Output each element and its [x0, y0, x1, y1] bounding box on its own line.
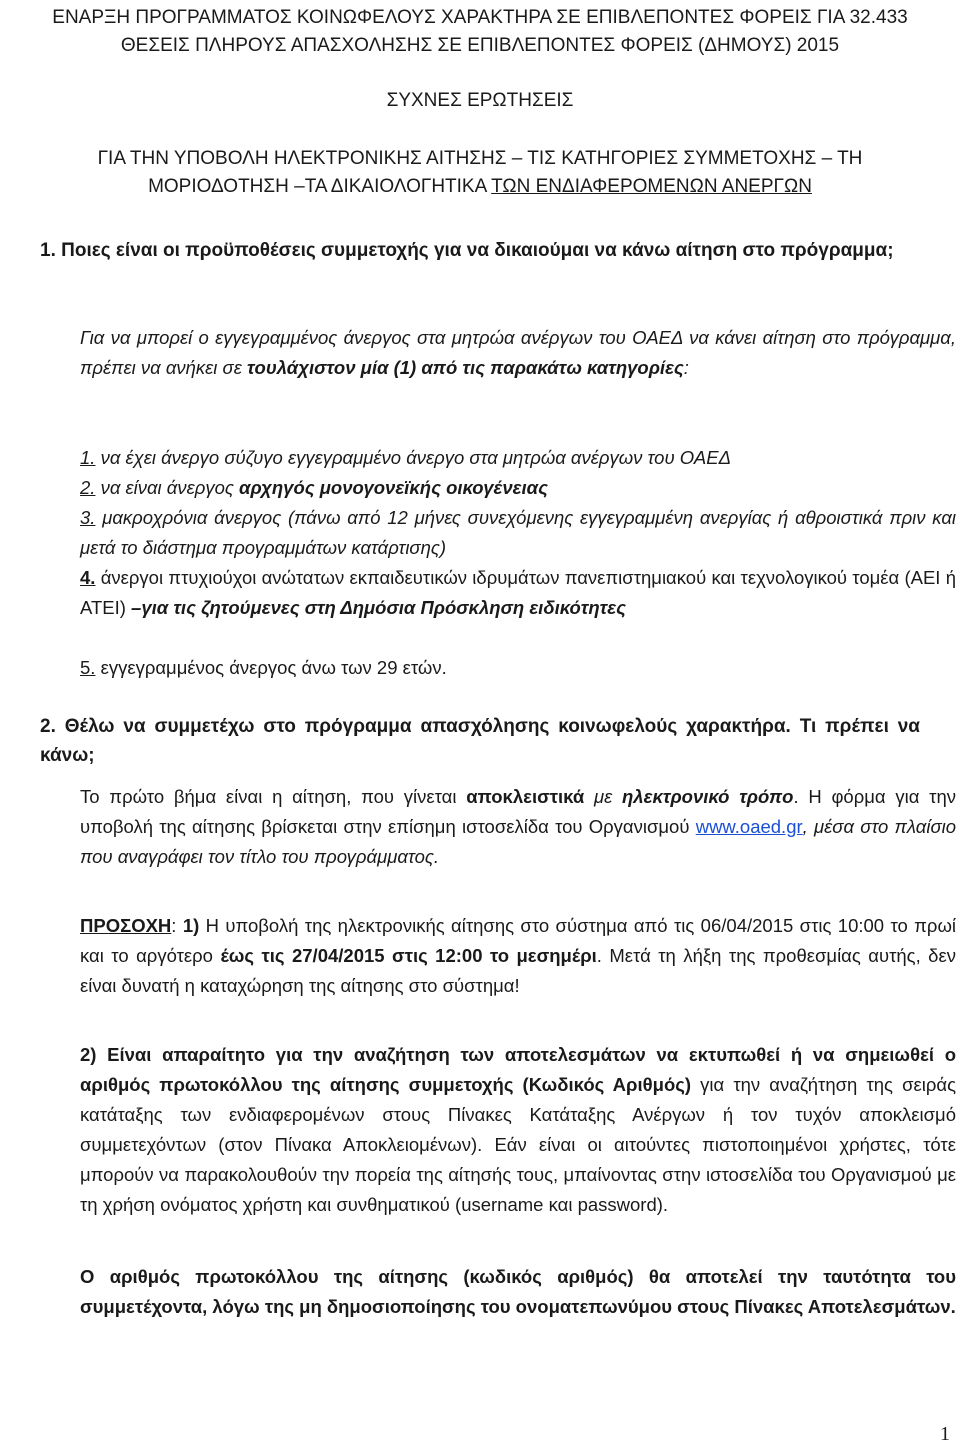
- list-item-text: μακροχρόνια άνεργος (πάνω από 12 μήνες συνεχόμενης εγγεγραμμένη ανεργίας ή αθροιστικά πριν και μετά το διάστημα προγραμμάτων κατάρτισης): [80, 507, 956, 558]
- list-item-text: να είναι άνεργος: [95, 477, 240, 498]
- list-item: [80, 653, 956, 683]
- list-item-text: άνεργοι πτυχιούχοι ανώτατων εκπαιδευτικών ιδρυμάτων πανεπιστημιακού και τεχνολογικού τομέα (ΑΕΙ ή ΑΤΕΙ): [80, 567, 956, 618]
- list-item-number: 2.: [80, 477, 96, 498]
- subtitle: [0, 145, 960, 201]
- list-item-number: 3.: [80, 507, 96, 528]
- faq-title: ΣΥΧΝΕΣ ΕΡΩΤΗΣΕΙΣ: [386, 90, 574, 111]
- paragraph-attention: [80, 911, 956, 1001]
- question-1-heading: 1. Ποιες είναι οι προϋποθέσεις συμμετοχής για να δικαιούμαι να κάνω αίτηση στο πρόγραμμα;: [40, 240, 894, 261]
- list-item: [80, 563, 956, 623]
- paragraph-identity: Ο αριθμός πρωτοκόλλου της αίτησης (κωδικός αριθμός) θα αποτελεί την ταυτότητα του συμμετέχοντα, λόγω της μη δημοσιοποίησης του ονοματεπωνύμου στους Πίνακες Αποτελεσμάτων.: [80, 1266, 956, 1317]
- title-line-2: ΘΕΣΕΙΣ ΠΛΗΡΟΥΣ ΑΠΑΣΧΟΛΗΣΗΣ ΣΕ ΕΠΙΒΛΕΠΟΝΤΕΣ ΦΟΡΕΙΣ (ΔΗΜΟΥΣ) 2015: [120, 35, 840, 56]
- title-line-1: ΕΝΑΡΞΗ ΠΡΟΓΡΑΜΜΑΤΟΣ ΚΟΙΝΩΦΕΛΟΥΣ ΧΑΡΑΚΤΗΡΑ ΣΕ ΕΠΙΒΛΕΠΟΝΤΕΣ ΦΟΡΕΙΣ ΓΙΑ 32.433: [52, 7, 908, 28]
- protocol-emphasis: 2) Είναι απαραίτητο για την αναζήτηση των αποτελεσμάτων να εκτυπωθεί ή να σημειωθεί ο αριθμός πρωτοκόλλου της αίτησης συμμετοχής (Κωδικός Αριθμός): [80, 1044, 956, 1095]
- p1-emphasis-exclusive: αποκλειστικά: [466, 786, 585, 807]
- list-item-emphasis: –για τις ζητούμενες στη Δημόσια Πρόσκληση ειδικότητες: [131, 597, 626, 618]
- protocol-text: για την αναζήτηση της σειράς κατάταξης των ενδιαφερομένων στους Πίνακες Κατάταξης Ανέργων ή τον τυχόν αποκλεισμό συμμετεχόντων (στον Πίνακα Αποκλειομένων). Εάν είναι οι αιτούντες πιστοποιημένοι χρήστες, τότε μπορούν να παρακολουθούν την πορεία της αίτησής τους, μπαίνοντας στην ιστοσελίδα του Οργανισμού με τη χρήση ονόματος χρήστη και συνθηματικού (username και password).: [80, 1074, 956, 1215]
- p1-text-e: . Η φόρμα για την υποβολή της αίτησης βρίσκεται στην επίσημη ιστοσελίδα του Οργανισμού: [80, 786, 957, 837]
- list-item-emphasis: αρχηγός μονογονεϊκής οικογένειας: [239, 477, 548, 498]
- list-item-number: 4.: [80, 567, 96, 588]
- intro-emphasis: τουλάχιστον μία (1) από τις παρακάτω κατηγορίες: [246, 357, 684, 378]
- paragraph-protocol: [80, 1040, 956, 1220]
- oaed-link[interactable]: www.oaed.gr: [695, 816, 803, 837]
- subtitle-line-2: [0, 173, 960, 201]
- list-item: [80, 503, 956, 563]
- p1-emphasis-electronic: ηλεκτρονικό τρόπο: [622, 786, 794, 807]
- question-2-heading: 2. Θέλω να συμμετέχω στο πρόγραμμα απασχόλησης κοινωφελούς χαρακτήρα. Τι πρέπει να κάνω;: [40, 716, 920, 766]
- p1-text-a: Το πρώτο βήμα είναι η αίτηση, που γίνεται: [80, 786, 467, 807]
- list-item: [80, 443, 956, 473]
- intro-text: Για να μπορεί ο εγγεγραμμένος άνεργος στα μητρώα ανέργων του ΟΑΕΔ να κάνει αίτηση στο πρόγραμμα, πρέπει να ανήκει σε: [80, 327, 956, 378]
- intro-colon: :: [683, 357, 689, 378]
- list-item-number: 1.: [80, 447, 96, 468]
- attention-number: 1): [182, 915, 200, 936]
- attention-text: Η υποβολή της ηλεκτρονικής αίτησης στο σύστημα από τις 06/04/2015 στις 10:00 το πρωί και το αργότερο: [80, 915, 957, 966]
- subtitle-line-2a: ΜΟΡΙΟΔΟΤΗΣΗ –ΤΑ ΔΙΚΑΙΟΛΟΓΗΤΙΚΑ: [148, 176, 492, 197]
- paragraph-application: [80, 782, 956, 872]
- page-number: 1: [940, 1423, 950, 1445]
- list-item-number: 5.: [80, 657, 96, 678]
- subtitle-line-2b: ΤΩΝ ΕΝΔΙΑΦΕΡΟΜΕΝΩΝ ΑΝΕΡΓΩΝ: [491, 176, 812, 197]
- list-item: [80, 473, 956, 503]
- question-1-intro: [80, 323, 956, 383]
- deadline-text: έως τις 27/04/2015 στις 12:00 το μεσημέρι: [220, 945, 597, 966]
- p1-text-f: , μέσα στο πλαίσιο που αναγράφει τον τίτλο του προγράμματος.: [80, 816, 956, 867]
- attention-text-end: . Μετά τη λήξη της προθεσμίας αυτής, δεν είναι δυνατή η καταχώρηση της αίτησης στο σύστημα!: [80, 945, 956, 996]
- p1-text-c: με: [584, 786, 622, 807]
- subtitle-line-1: ΓΙΑ ΤΗΝ ΥΠΟΒΟΛΗ ΗΛΕΚΤΡΟΝΙΚΗΣ ΑΙΤΗΣΗΣ – ΤΙΣ ΚΑΤΗΓΟΡΙΕΣ ΣΥΜΜΕΤΟΧΗΣ – ΤΗ: [97, 148, 863, 169]
- attention-label: ΠΡΟΣΟΧΗ: [80, 915, 172, 936]
- document-header: [0, 4, 960, 60]
- list-item-text: εγγεγραμμένος άνεργος άνω των 29 ετών.: [95, 657, 447, 678]
- list-item-text: να έχει άνεργο σύζυγο εγγεγραμμένο άνεργο στα μητρώα ανέργων του ΟΑΕΔ: [95, 447, 732, 468]
- attention-colon: :: [171, 915, 183, 936]
